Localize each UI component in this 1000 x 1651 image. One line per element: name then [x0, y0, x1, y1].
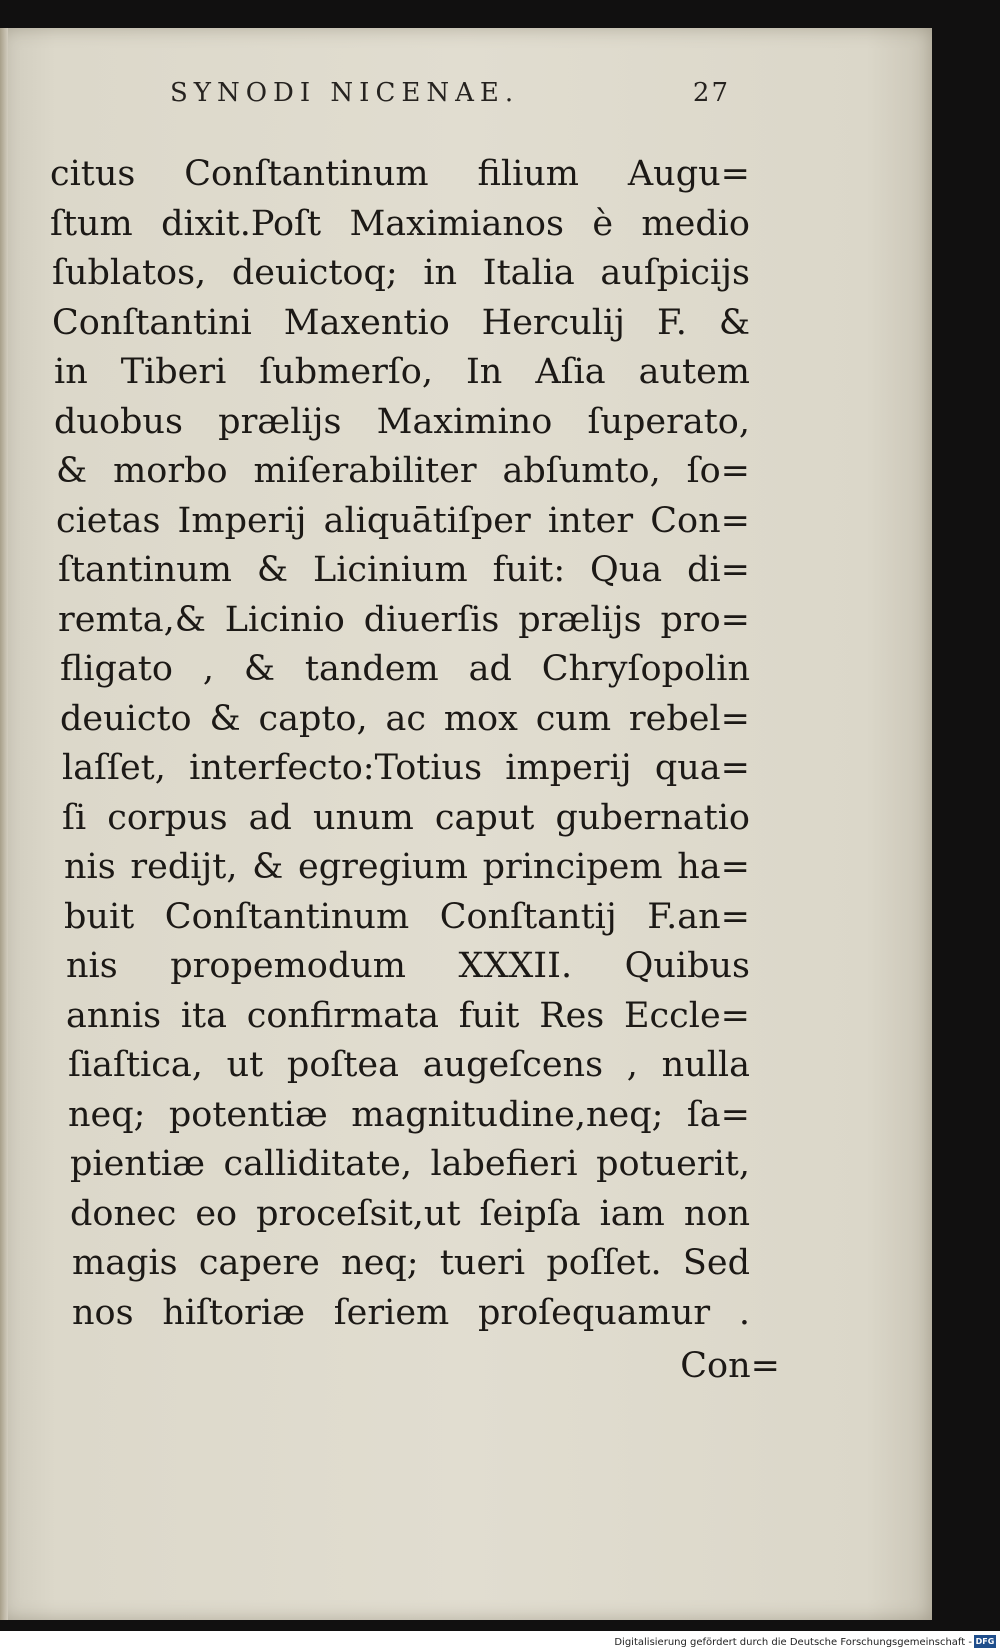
- text-line: ſtum dixit.Poſt Maximianos è medio: [50, 203, 750, 244]
- running-title: SYNODI NICENAE.: [170, 78, 520, 108]
- text-line: donec eo proceſsit,ut ſeipſa iam non: [70, 1193, 750, 1234]
- text-line: ſi corpus ad unum caput gubernatio: [62, 797, 750, 838]
- page-gutter-edge: [0, 28, 8, 1620]
- text-line: duobus prælijs Maximino ſuperato,: [54, 401, 750, 442]
- body-text: [50, 150, 750, 1338]
- footer-bar: [0, 1631, 1000, 1651]
- text-line: ſtantinum & Licinium fuit: Qua di=: [58, 550, 750, 590]
- text-line: annis ita confirmata fuit Res Eccle=: [66, 995, 750, 1036]
- text-line: Conſtantini Maxentio Herculij F. &: [52, 302, 750, 343]
- text-line: neq; potentiæ magnitudine,neq; ſa=: [68, 1094, 750, 1135]
- text-line: laſſet, interfecto:Totius imperij qua=: [62, 748, 750, 788]
- text-line: ſiaſtica, ut poſtea augeſcens , nulla: [68, 1045, 750, 1085]
- text-line: in Tiberi ſubmerſo, In Aſia autem: [54, 352, 750, 392]
- text-line: ſublatos, deuictoq; in Italia auſpicijs: [52, 253, 750, 293]
- text-line: nis redijt, & egregium principem ha=: [64, 847, 750, 887]
- catchword: Con=: [680, 1346, 780, 1386]
- text-line: remta,& Licinio diuerſis prælijs pro=: [58, 599, 750, 640]
- text-line: pientiæ calliditate, labefieri potuerit,: [70, 1144, 750, 1184]
- text-line: citus Conſtantinum filium Augu=: [50, 154, 750, 194]
- text-line: deuicto & capto, ac mox cum rebel=: [60, 698, 750, 739]
- text-line: & morbo miſerabiliter abſumto, ſo=: [56, 451, 750, 491]
- text-line: fligato , & tandem ad Chryſopolin: [60, 649, 750, 689]
- dfg-logo-icon: DFG: [975, 1637, 995, 1646]
- digitization-credit: Digitalisierung gefördert durch die Deutsche Forschungsgemeinschaft -: [614, 1637, 972, 1648]
- page-number: 27: [692, 78, 730, 108]
- text-line: nis propemodum XXXII. Quibus: [66, 946, 750, 986]
- text-line: buit Conſtantinum Conſtantij F.an=: [64, 896, 750, 937]
- text-line: cietas Imperij aliquātiſper inter Con=: [56, 500, 750, 541]
- running-head: [170, 78, 730, 118]
- text-line: magis capere neq; tueri poſſet. Sed: [72, 1243, 750, 1283]
- text-line: nos hiſtoriæ ſeriem proſequamur .: [72, 1292, 750, 1333]
